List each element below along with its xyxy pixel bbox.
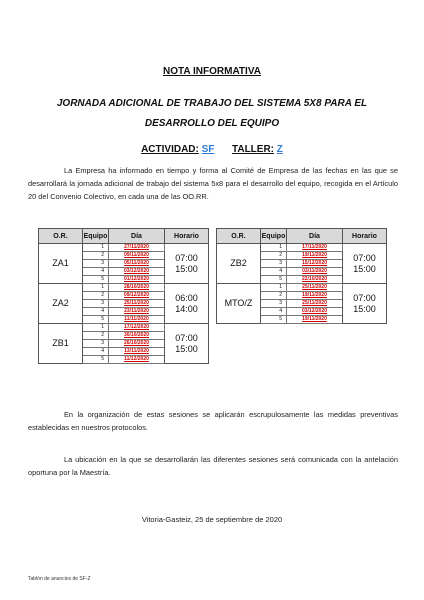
dia-cell: 13/11/2020 <box>109 348 165 356</box>
footer-note: Tablón de anuncios de SF-Z <box>28 576 91 582</box>
header-or: O.R. <box>39 229 83 244</box>
header-dia: Día <box>287 229 343 244</box>
equipo-cell: 5 <box>261 276 287 284</box>
equipo-cell: 2 <box>261 292 287 300</box>
page-title: NOTA INFORMATIVA <box>163 66 261 77</box>
table-row <box>39 284 209 292</box>
equipo-cell: 3 <box>83 300 109 308</box>
equipo-cell: 4 <box>261 268 287 276</box>
horario-cell <box>165 284 209 324</box>
equipo-cell: 4 <box>83 268 109 276</box>
schedule-table-left <box>38 228 209 364</box>
equipo-cell: 3 <box>83 340 109 348</box>
activity-line <box>0 144 424 155</box>
schedule-table-right <box>216 228 387 324</box>
equipo-cell: 3 <box>261 260 287 268</box>
intro-paragraph: La Empresa ha informado en tiempo y forma al Comité de Empresa de las fechas en las que se desarrollará la jornada adicional de trabajo del sistema 5x8 para el desarrollo del equipo, recogida en el Artículo 20 del Convenio Colectivo, en cada una de las OO.RR. <box>28 166 398 201</box>
dia-cell: 09/11/2020 <box>109 252 165 260</box>
equipo-cell: 5 <box>83 316 109 324</box>
schedule-body-right <box>217 244 387 324</box>
measures-paragraph: En la organización de estas sesiones se aplicarán escrupulosamente las medidas preventivas establecidas en nuestros protocolos. <box>28 410 398 432</box>
dia-cell: 09/12/2020 <box>109 292 165 300</box>
horario-time: 07:00 <box>353 252 376 263</box>
header-or: O.R. <box>217 229 261 244</box>
dia-cell: 11/11/2020 <box>109 316 165 324</box>
header-equipo: Equipo <box>261 229 287 244</box>
equipo-cell: 5 <box>83 276 109 284</box>
equipo-cell: 3 <box>83 260 109 268</box>
activity-value: SF <box>201 144 215 155</box>
equipo-cell: 1 <box>83 244 109 252</box>
schedule-body-left <box>39 244 209 364</box>
equipo-cell: 5 <box>261 316 287 324</box>
header-horario: Horario <box>165 229 209 244</box>
horario-time: 15:00 <box>175 343 198 354</box>
equipo-cell: 4 <box>83 348 109 356</box>
or-cell: ZA2 <box>39 284 83 324</box>
table-row <box>217 244 387 252</box>
table-row <box>39 244 209 252</box>
dia-cell: 15/12/2020 <box>287 260 343 268</box>
equipo-cell: 2 <box>83 332 109 340</box>
or-cell: ZB2 <box>217 244 261 284</box>
horario-time: 15:00 <box>353 303 376 314</box>
taller-value: Z <box>276 144 283 155</box>
dia-cell: 25/11/2020 <box>287 300 343 308</box>
dia-cell: 22/10/2020 <box>287 276 343 284</box>
dia-cell: 23/11/2020 <box>109 308 165 316</box>
dia-cell: 26/10/2020 <box>109 340 165 348</box>
taller-label: TALLER: <box>231 144 275 155</box>
equipo-cell: 1 <box>83 324 109 332</box>
equipo-cell: 3 <box>261 300 287 308</box>
dia-cell: 19/11/2020 <box>287 292 343 300</box>
or-cell: ZA1 <box>39 244 83 284</box>
table-row <box>39 324 209 332</box>
horario-cell <box>165 244 209 284</box>
header-horario: Horario <box>343 229 387 244</box>
horario-time: 06:00 <box>175 292 198 303</box>
horario-time: 07:00 <box>175 332 198 343</box>
activity-label: ACTIVIDAD: <box>141 144 199 155</box>
header-dia: Día <box>109 229 165 244</box>
dia-cell: 27/11/2020 <box>109 244 165 252</box>
signature-line: Vitoria-Gasteiz, 25 de septiembre de 2020 <box>141 515 283 524</box>
horario-cell <box>343 284 387 324</box>
horario-cell <box>165 324 209 364</box>
dia-cell: 25/11/2020 <box>109 300 165 308</box>
page-subtitle: JORNADA ADICIONAL DE TRABAJO DEL SISTEMA 5X8 PARA EL DESARROLLO DEL EQUIPO <box>56 98 368 129</box>
horario-time: 07:00 <box>175 252 198 263</box>
dia-cell: 03/12/2020 <box>109 268 165 276</box>
or-cell: ZB1 <box>39 324 83 364</box>
equipo-cell: 2 <box>261 252 287 260</box>
horario-time: 15:00 <box>353 263 376 274</box>
equipo-cell: 4 <box>83 308 109 316</box>
table-row <box>217 284 387 292</box>
horario-time: 07:00 <box>353 292 376 303</box>
dia-cell: 25/11/2020 <box>287 284 343 292</box>
equipo-cell: 1 <box>261 244 287 252</box>
equipo-cell: 1 <box>261 284 287 292</box>
or-cell: MTO/Z <box>217 284 261 324</box>
dia-cell: 03/12/2020 <box>287 308 343 316</box>
dia-cell: 11/12/2020 <box>109 356 165 364</box>
equipo-cell: 2 <box>83 252 109 260</box>
equipo-cell: 4 <box>261 308 287 316</box>
dia-cell: 05/11/2020 <box>109 260 165 268</box>
equipo-cell: 5 <box>83 356 109 364</box>
dia-cell: 19/11/2020 <box>287 316 343 324</box>
dia-cell: 01/12/2020 <box>109 276 165 284</box>
header-equipo: Equipo <box>83 229 109 244</box>
dia-cell: 17/12/2020 <box>109 324 165 332</box>
horario-time: 14:00 <box>175 303 198 314</box>
dia-cell: 28/10/2020 <box>109 284 165 292</box>
equipo-cell: 1 <box>83 284 109 292</box>
dia-cell: 03/11/2020 <box>287 268 343 276</box>
equipo-cell: 2 <box>83 292 109 300</box>
horario-cell <box>343 244 387 284</box>
location-paragraph: La ubicación en la que se desarrollarán las diferentes sesiones será comunicada con la antelación oportuna por la Maestría. <box>28 455 398 477</box>
dia-cell: 30/10/2020 <box>109 332 165 340</box>
dia-cell: 17/11/2020 <box>287 244 343 252</box>
horario-time: 15:00 <box>175 263 198 274</box>
dia-cell: 19/11/2020 <box>287 252 343 260</box>
